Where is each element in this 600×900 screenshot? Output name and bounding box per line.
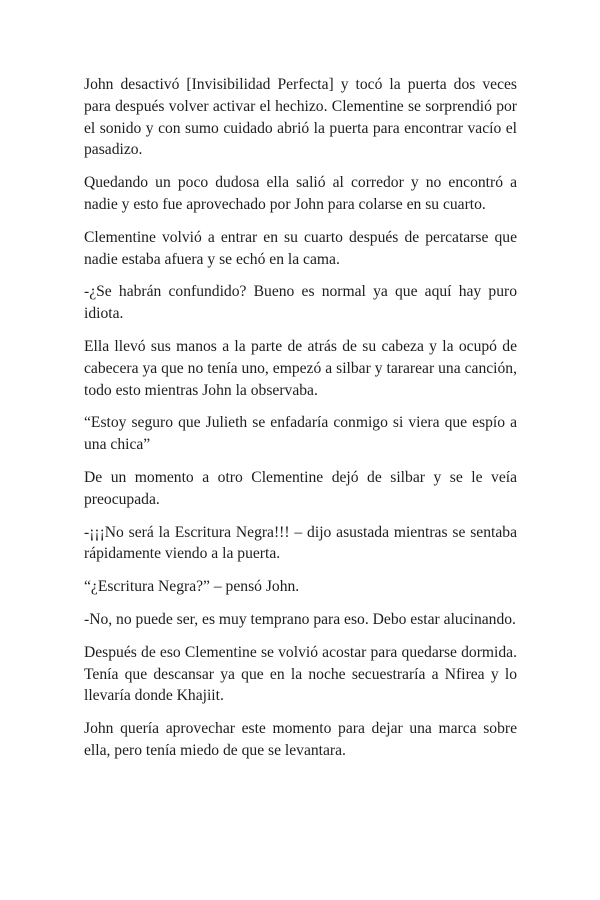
paragraph-11: Después de eso Clementine se volvió acostar para quedarse dormida. Tenía que descansar ya que en la noche secuestraría a Nfirea y lo llevaría donde Khajiit. — [84, 643, 517, 705]
paragraph-9: “¿Escritura Negra?” – pensó John. — [84, 578, 300, 596]
paragraph-5: Ella llevó sus manos a la parte de atrás de su cabeza y la ocupó de cabecera ya que no tenía uno, empezó a silbar y tararear una canción, todo esto mientras John la observaba. — [84, 337, 517, 399]
paragraph-6: “Estoy seguro que Julieth se enfadaría conmigo si viera que espío a una chica” — [84, 414, 517, 454]
paragraph-7: De un momento a otro Clementine dejó de silbar y se le veía preocupada. — [84, 468, 517, 508]
paragraph-12: John quería aprovechar este momento para dejar una marca sobre ella, pero tenía miedo de que se levantara. — [84, 720, 517, 759]
paragraph-3: Clementine volvió a entrar en su cuarto después de percatarse que nadie estaba afuera y se echó en la cama. — [84, 228, 517, 268]
paragraph-2: Quedando un poco dudosa ella salió al corredor y no encontró a nadie y esto fue aprovechado por John para colarse en su cuarto. — [84, 174, 517, 213]
paragraph-1: John desactivó [Invisibilidad Perfecta] y tocó la puerta dos veces para después volver activar el hechizo. Clementine se sorprendió por el sonido y con sumo cuidado abrió la puerta para encontrar vacío el pasadizo. — [84, 76, 517, 159]
paragraph-4: -¿Se habrán confundido? Bueno es normal ya que aquí hay puro idiota. — [84, 283, 517, 323]
document-page — [84, 74, 517, 773]
paragraph-8: -¡¡¡No será la Escritura Negra!!! – dijo asustada mientras se sentaba rápidamente viendo a la puerta. — [84, 523, 517, 563]
paragraph-10: -No, no puede ser, es muy temprano para eso. Debo estar alucinando. — [84, 610, 516, 628]
